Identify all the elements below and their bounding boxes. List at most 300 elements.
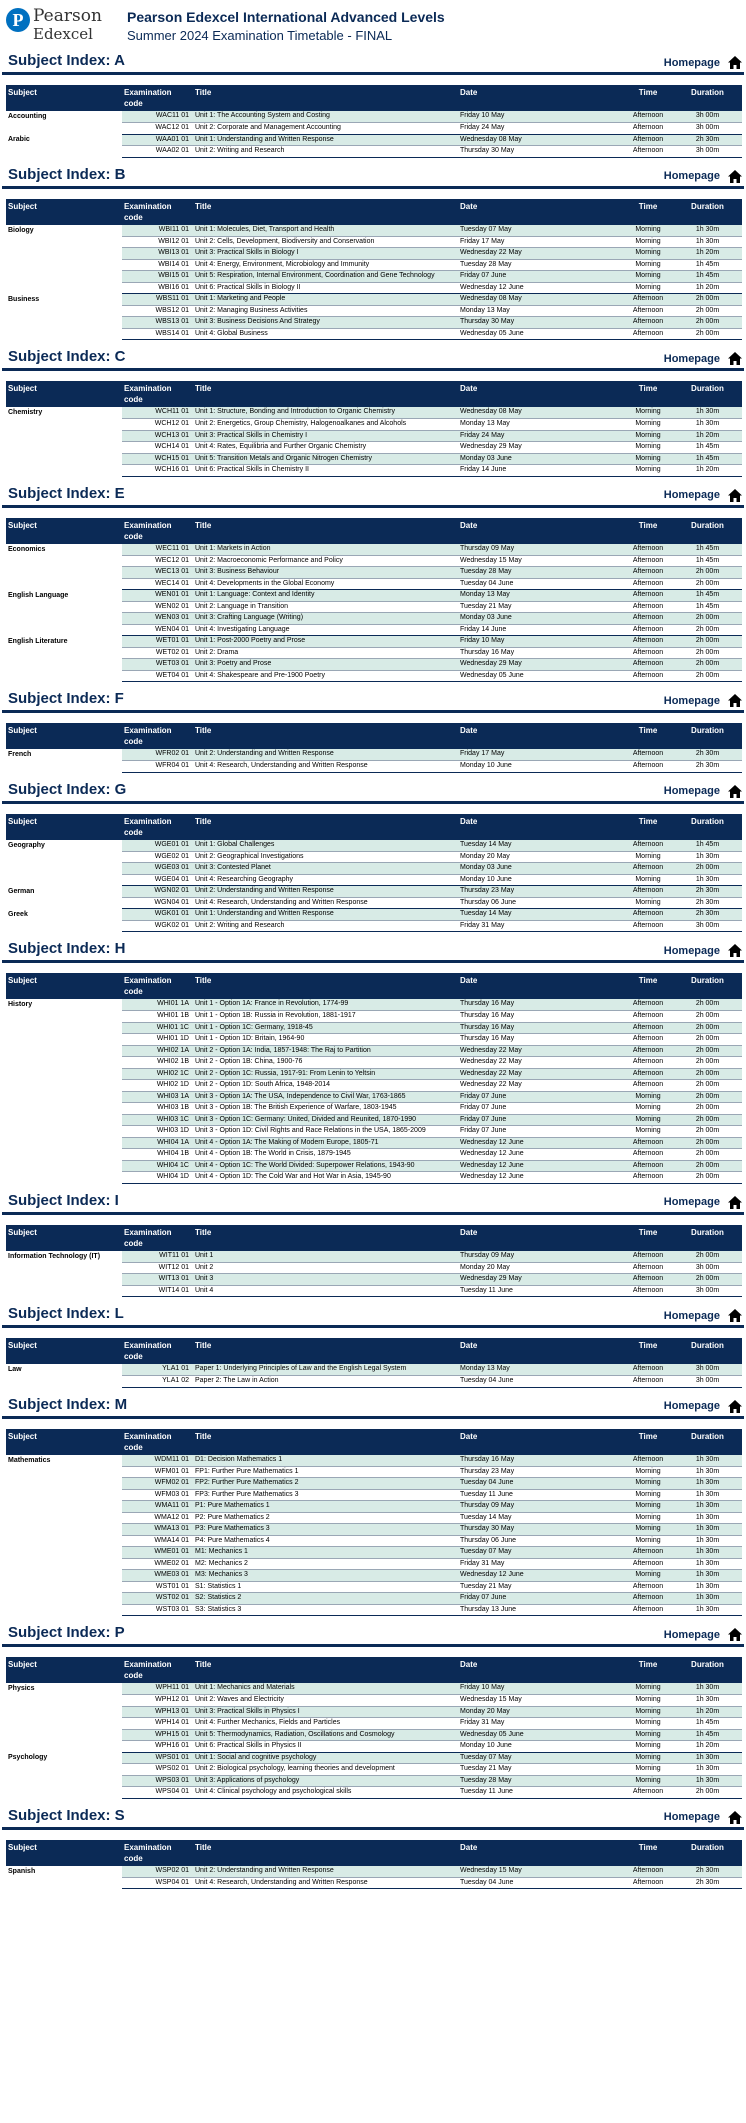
unit-title: Unit 3: Practical Skills in Chemistry I: [193, 430, 458, 442]
exam-time: Afternoon: [623, 1274, 673, 1286]
exam-code: WMA12 01: [122, 1512, 193, 1524]
column-header: Subject: [6, 199, 122, 225]
unit-title: Unit 2: Geographical Investigations: [193, 851, 458, 863]
exam-date: Friday 17 May: [458, 749, 623, 761]
unit-title: Unit 4: [193, 1285, 458, 1297]
table-row: [6, 1455, 742, 1467]
exam-duration: 2h 00m: [673, 1274, 742, 1286]
exam-code: WCH16 01: [122, 465, 193, 477]
column-header: Title: [193, 1338, 458, 1364]
column-header: Time: [623, 723, 673, 749]
homepage-link[interactable]: [664, 1309, 742, 1322]
subject-index-section: [0, 1304, 746, 1388]
exam-time: Afternoon: [623, 578, 673, 590]
column-header: Examination code: [122, 1225, 193, 1251]
unit-title: Unit 1: [193, 1251, 458, 1263]
unit-title: Unit 5: Thermodynamics, Radiation, Oscillations and Cosmology: [193, 1729, 458, 1741]
exam-time: Afternoon: [623, 1022, 673, 1034]
column-header: Examination code: [122, 1429, 193, 1455]
exam-time: Afternoon: [623, 886, 673, 898]
exam-date: Wednesday 22 May: [458, 1057, 623, 1069]
exam-duration: 2h 30m: [673, 749, 742, 761]
subject-index-section: [0, 347, 746, 477]
exam-duration: 2h 00m: [673, 1160, 742, 1172]
exam-code: WFR02 01: [122, 749, 193, 761]
subject-index-section: [0, 689, 746, 773]
exam-time: Morning: [623, 1091, 673, 1103]
exam-time: Afternoon: [623, 659, 673, 671]
document-title: Pearson Edexcel International Advanced Levels: [127, 9, 445, 25]
exam-code: WBI16 01: [122, 282, 193, 294]
exam-time: Morning: [623, 442, 673, 454]
exam-code: WBI14 01: [122, 259, 193, 271]
exam-date: Thursday 16 May: [458, 999, 623, 1011]
unit-title: Unit 3 - Option 1A: The USA, Independence to Civil War, 1763-1865: [193, 1091, 458, 1103]
column-header: Subject: [6, 723, 122, 749]
section-rule: [2, 1827, 744, 1830]
exam-time: Morning: [623, 1695, 673, 1707]
subject-index-section: [0, 165, 746, 341]
subject-name: Physics: [6, 1683, 122, 1752]
exam-code: WEN02 01: [122, 601, 193, 613]
document-subtitle: Summer 2024 Examination Timetable - FINAL: [127, 28, 393, 43]
table-row: [6, 1752, 742, 1764]
unit-title: Unit 4 - Option 1D: The Cold War and Hot War in Asia, 1945-90: [193, 1172, 458, 1184]
unit-title: Unit 4 - Option 1A: The Making of Modern Europe, 1805-71: [193, 1137, 458, 1149]
section-title: Subject Index: B: [8, 165, 126, 183]
exam-date: Tuesday 21 May: [458, 1581, 623, 1593]
exam-code: WPH13 01: [122, 1706, 193, 1718]
unit-title: Unit 4: Further Mechanics, Fields and Particles: [193, 1718, 458, 1730]
unit-title: Unit 2 - Option 1B: China, 1900-76: [193, 1057, 458, 1069]
exam-code: WHI04 1C: [122, 1160, 193, 1172]
table-row: [6, 749, 742, 761]
exam-code: WGE02 01: [122, 851, 193, 863]
exam-time: Afternoon: [623, 1376, 673, 1388]
exam-code: WAA02 01: [122, 146, 193, 158]
exam-code: WBS14 01: [122, 328, 193, 340]
exam-code: WPH14 01: [122, 1718, 193, 1730]
exam-date: Friday 10 May: [458, 1683, 623, 1695]
homepage-link[interactable]: [664, 944, 742, 957]
exam-code: WEN01 01: [122, 590, 193, 602]
exam-date: Monday 20 May: [458, 1706, 623, 1718]
exam-code: WBS12 01: [122, 305, 193, 317]
subject-index-section: [0, 1623, 746, 1799]
exam-time: Morning: [623, 1501, 673, 1513]
exam-time: Afternoon: [623, 1547, 673, 1559]
exam-duration: 3h 00m: [673, 1376, 742, 1388]
exam-code: WGK02 01: [122, 920, 193, 932]
unit-title: Unit 6: Practical Skills in Chemistry II: [193, 465, 458, 477]
exam-code: WHI01 1B: [122, 1011, 193, 1023]
homepage-link[interactable]: [664, 785, 742, 798]
exam-time: Morning: [623, 407, 673, 419]
exam-duration: 2h 00m: [673, 317, 742, 329]
exam-duration: 1h 30m: [673, 1604, 742, 1616]
column-header: Duration: [673, 518, 742, 544]
home-icon: [728, 1196, 742, 1209]
unit-title: S3: Statistics 3: [193, 1604, 458, 1616]
exam-code: WBS11 01: [122, 294, 193, 306]
exam-duration: 1h 30m: [673, 1466, 742, 1478]
exam-code: WCH12 01: [122, 419, 193, 431]
unit-title: FP2: Further Pure Mathematics 2: [193, 1478, 458, 1490]
homepage-label[interactable]: Homepage: [663, 352, 720, 365]
column-header: Duration: [673, 1429, 742, 1455]
exam-time: Morning: [623, 1478, 673, 1490]
column-header: Title: [193, 85, 458, 111]
unit-title: M3: Mechanics 3: [193, 1570, 458, 1582]
column-header: Time: [623, 381, 673, 407]
subject-index-section: [0, 484, 746, 683]
column-header: Time: [623, 518, 673, 544]
homepage-label[interactable]: Homepage: [663, 1309, 720, 1322]
column-header: Examination code: [122, 1840, 193, 1866]
exam-code: WHI03 1D: [122, 1126, 193, 1138]
column-header: Date: [458, 199, 623, 225]
unit-title: Unit 3: Business Behaviour: [193, 567, 458, 579]
homepage-link[interactable]: [664, 1811, 742, 1824]
exam-duration: 1h 30m: [673, 1489, 742, 1501]
exam-code: WFM01 01: [122, 1466, 193, 1478]
exam-date: Friday 17 May: [458, 236, 623, 248]
exam-code: WME02 01: [122, 1558, 193, 1570]
exam-time: Afternoon: [623, 567, 673, 579]
exam-code: WPS04 01: [122, 1787, 193, 1799]
column-header: Time: [623, 973, 673, 999]
section-rule: [2, 801, 744, 804]
exam-code: WHI01 1A: [122, 999, 193, 1011]
subject-name: Accounting: [6, 111, 122, 134]
exam-time: Afternoon: [623, 647, 673, 659]
column-header: Examination code: [122, 1657, 193, 1683]
home-icon: [728, 1309, 742, 1322]
exam-time: Afternoon: [623, 1581, 673, 1593]
page-header: [0, 0, 746, 49]
exam-duration: 1h 30m: [673, 1501, 742, 1513]
table-row: [6, 590, 742, 602]
homepage-link[interactable]: [664, 1400, 742, 1413]
exam-time: Morning: [623, 1126, 673, 1138]
exam-code: WHI03 1B: [122, 1103, 193, 1115]
exam-duration: 2h 00m: [673, 294, 742, 306]
exam-date: Tuesday 11 June: [458, 1285, 623, 1297]
exam-duration: 2h 00m: [673, 305, 742, 317]
subject-name: Psychology: [6, 1752, 122, 1798]
exam-date: Tuesday 28 May: [458, 1775, 623, 1787]
unit-title: Unit 4: Energy, Environment, Microbiology and Immunity: [193, 259, 458, 271]
exam-date: Wednesday 29 May: [458, 1274, 623, 1286]
homepage-label[interactable]: Homepage: [663, 785, 720, 797]
section-rule: [2, 368, 744, 371]
exam-duration: 2h 00m: [673, 1137, 742, 1149]
column-header: Time: [623, 199, 673, 225]
exam-time: Morning: [623, 282, 673, 294]
exam-date: Tuesday 28 May: [458, 567, 623, 579]
exam-duration: 1h 30m: [673, 851, 742, 863]
exam-date: Wednesday 12 June: [458, 1172, 623, 1184]
exam-duration: 1h 30m: [673, 1547, 742, 1559]
column-header: Date: [458, 85, 623, 111]
exam-code: WBS13 01: [122, 317, 193, 329]
exam-code: WHI02 1A: [122, 1045, 193, 1057]
exam-date: Tuesday 28 May: [458, 259, 623, 271]
exam-code: WMA13 01: [122, 1524, 193, 1536]
exam-time: Afternoon: [623, 111, 673, 123]
exam-duration: 2h 00m: [673, 647, 742, 659]
exam-date: Thursday 16 May: [458, 647, 623, 659]
homepage-label[interactable]: Homepage: [663, 1811, 720, 1823]
exam-duration: 2h 00m: [673, 1251, 742, 1263]
homepage-link[interactable]: [664, 170, 742, 183]
exam-time: Afternoon: [623, 317, 673, 329]
exam-code: WPH15 01: [122, 1729, 193, 1741]
exam-code: WEC13 01: [122, 567, 193, 579]
unit-title: Unit 2: Understanding and Written Response: [193, 1866, 458, 1878]
exam-time: Afternoon: [623, 601, 673, 613]
timetable-sections: [0, 51, 746, 1889]
exam-time: Afternoon: [623, 1604, 673, 1616]
unit-title: Unit 3: Practical Skills in Biology I: [193, 248, 458, 260]
exam-time: Afternoon: [623, 909, 673, 921]
exam-date: Wednesday 15 May: [458, 1866, 623, 1878]
exam-date: Monday 03 June: [458, 613, 623, 625]
column-header: Subject: [6, 518, 122, 544]
column-header: Date: [458, 1840, 623, 1866]
exam-duration: 2h 00m: [673, 863, 742, 875]
homepage-link[interactable]: [664, 1196, 742, 1209]
unit-title: Unit 2: Drama: [193, 647, 458, 659]
homepage-label[interactable]: Homepage: [663, 489, 720, 501]
exam-duration: 1h 30m: [673, 1593, 742, 1605]
homepage-link[interactable]: [664, 56, 742, 69]
unit-title: Unit 1 - Option 1D: Britain, 1964-90: [193, 1034, 458, 1046]
section-title: Subject Index: S: [8, 1806, 125, 1824]
exam-date: Friday 14 June: [458, 624, 623, 636]
column-header: Title: [193, 1657, 458, 1683]
exam-duration: 2h 00m: [673, 1787, 742, 1799]
exam-table: [6, 1840, 742, 1890]
unit-title: Unit 2: Corporate and Management Accounting: [193, 123, 458, 135]
unit-title: Unit 6: Practical Skills in Biology II: [193, 282, 458, 294]
exam-duration: 1h 45m: [673, 453, 742, 465]
exam-date: Friday 10 May: [458, 636, 623, 648]
exam-table: [6, 1225, 742, 1298]
exam-duration: 1h 30m: [673, 1764, 742, 1776]
subject-name: German: [6, 886, 122, 909]
section-rule: [2, 1212, 744, 1215]
exam-date: Friday 31 May: [458, 920, 623, 932]
unit-title: Unit 2: Macroeconomic Performance and Policy: [193, 555, 458, 567]
unit-title: P4: Pure Mathematics 4: [193, 1535, 458, 1547]
homepage-link[interactable]: [664, 352, 742, 365]
exam-table: [6, 381, 742, 477]
exam-duration: 2h 00m: [673, 1172, 742, 1184]
column-header: Title: [193, 1840, 458, 1866]
unit-title: Unit 3 - Option 1B: The British Experience of Warfare, 1803-1945: [193, 1103, 458, 1115]
pearson-logo-icon: P: [6, 8, 30, 32]
section-title: Subject Index: F: [8, 690, 124, 707]
unit-title: M1: Mechanics 1: [193, 1547, 458, 1559]
exam-duration: 2h 00m: [673, 578, 742, 590]
exam-code: WBI12 01: [122, 236, 193, 248]
exam-time: Morning: [623, 1524, 673, 1536]
homepage-label[interactable]: Homepage: [663, 56, 720, 69]
exam-time: Morning: [623, 1764, 673, 1776]
exam-duration: 2h 30m: [673, 761, 742, 773]
exam-date: Friday 31 May: [458, 1718, 623, 1730]
exam-code: WMA11 01: [122, 1501, 193, 1513]
column-header: Duration: [673, 1840, 742, 1866]
table-row: [6, 886, 742, 898]
exam-time: Afternoon: [623, 1877, 673, 1889]
exam-time: Afternoon: [623, 1034, 673, 1046]
exam-code: WFM02 01: [122, 1478, 193, 1490]
column-header: Subject: [6, 85, 122, 111]
unit-title: Unit 1: Molecules, Diet, Transport and Health: [193, 225, 458, 237]
exam-code: WHI02 1D: [122, 1080, 193, 1092]
homepage-label[interactable]: Homepage: [663, 1628, 720, 1641]
exam-time: Morning: [623, 1535, 673, 1547]
table-row: [6, 544, 742, 556]
exam-code: WHI03 1C: [122, 1114, 193, 1126]
section-rule: [2, 186, 744, 189]
exam-duration: 1h 30m: [673, 1775, 742, 1787]
exam-date: Friday 07 June: [458, 271, 623, 283]
exam-time: Morning: [623, 1114, 673, 1126]
exam-code: WHI04 1B: [122, 1149, 193, 1161]
unit-title: Unit 4: Clinical psychology and psychological skills: [193, 1787, 458, 1799]
exam-code: WGK01 01: [122, 909, 193, 921]
exam-duration: 1h 45m: [673, 442, 742, 454]
subject-name: English Literature: [6, 636, 122, 682]
exam-code: WCH13 01: [122, 430, 193, 442]
exam-time: Afternoon: [623, 624, 673, 636]
exam-duration: 3h 00m: [673, 111, 742, 123]
column-header: Date: [458, 1338, 623, 1364]
column-header: Examination code: [122, 1338, 193, 1364]
column-header: Title: [193, 381, 458, 407]
section-title: Subject Index: L: [8, 1305, 124, 1322]
unit-title: D1: Decision Mathematics 1: [193, 1455, 458, 1467]
exam-code: WBI11 01: [122, 225, 193, 237]
exam-time: Morning: [623, 1570, 673, 1582]
exam-date: Thursday 16 May: [458, 1034, 623, 1046]
exam-duration: 2h 30m: [673, 1877, 742, 1889]
unit-title: Unit 2: Energetics, Group Chemistry, Halogenoalkanes and Alcohols: [193, 419, 458, 431]
exam-code: WIT14 01: [122, 1285, 193, 1297]
homepage-link[interactable]: [664, 694, 742, 707]
exam-date: Friday 31 May: [458, 1558, 623, 1570]
exam-date: Tuesday 14 May: [458, 1512, 623, 1524]
unit-title: Unit 1: Global Challenges: [193, 840, 458, 852]
unit-title: Unit 2: Waves and Electricity: [193, 1695, 458, 1707]
exam-code: WIT13 01: [122, 1274, 193, 1286]
column-header: Subject: [6, 1840, 122, 1866]
exam-code: WCH14 01: [122, 442, 193, 454]
exam-date: Thursday 06 June: [458, 1535, 623, 1547]
exam-time: Afternoon: [623, 1593, 673, 1605]
exam-time: Morning: [623, 225, 673, 237]
exam-time: Afternoon: [623, 1045, 673, 1057]
exam-time: Afternoon: [623, 294, 673, 306]
unit-title: Unit 2: Understanding and Written Response: [193, 886, 458, 898]
exam-code: WAC11 01: [122, 111, 193, 123]
exam-date: Wednesday 08 May: [458, 407, 623, 419]
subject-name: Economics: [6, 544, 122, 590]
homepage-label[interactable]: Homepage: [663, 1196, 720, 1208]
home-icon: [728, 170, 742, 183]
exam-code: WET02 01: [122, 647, 193, 659]
section-title: Subject Index: I: [8, 1191, 119, 1209]
exam-time: Afternoon: [623, 1172, 673, 1184]
exam-duration: 1h 45m: [673, 590, 742, 602]
exam-duration: 2h 00m: [673, 1034, 742, 1046]
exam-time: Afternoon: [623, 1455, 673, 1467]
exam-date: Tuesday 04 June: [458, 1877, 623, 1889]
column-header: Time: [623, 1657, 673, 1683]
exam-time: Afternoon: [623, 305, 673, 317]
homepage-label[interactable]: Homepage: [663, 944, 720, 957]
section-title: Subject Index: P: [8, 1624, 125, 1641]
homepage-link[interactable]: [664, 489, 742, 502]
unit-title: Unit 1: Structure, Bonding and Introduction to Organic Chemistry: [193, 407, 458, 419]
subject-index-section: [0, 780, 746, 933]
homepage-label[interactable]: Homepage: [663, 1400, 720, 1412]
column-header: Time: [623, 1225, 673, 1251]
unit-title: Unit 5: Respiration, Internal Environment, Coordination and Gene Technology: [193, 271, 458, 283]
exam-code: WBI15 01: [122, 271, 193, 283]
exam-code: WPS02 01: [122, 1764, 193, 1776]
exam-table: [6, 518, 742, 683]
exam-duration: 2h 00m: [673, 670, 742, 682]
section-rule: [2, 710, 744, 713]
exam-date: Thursday 16 May: [458, 1455, 623, 1467]
homepage-label[interactable]: Homepage: [663, 170, 720, 182]
section-rule: [2, 72, 744, 75]
homepage-label[interactable]: Homepage: [663, 694, 720, 707]
column-header: Examination code: [122, 199, 193, 225]
unit-title: Unit 6: Practical Skills in Physics II: [193, 1741, 458, 1753]
exam-code: WHI04 1D: [122, 1172, 193, 1184]
homepage-link[interactable]: [664, 1628, 742, 1641]
subject-name: Law: [6, 1364, 122, 1387]
exam-time: Afternoon: [623, 920, 673, 932]
exam-code: WEC12 01: [122, 555, 193, 567]
exam-time: Afternoon: [623, 749, 673, 761]
exam-date: Wednesday 22 May: [458, 1068, 623, 1080]
exam-code: WGE04 01: [122, 874, 193, 886]
exam-date: Thursday 09 May: [458, 1501, 623, 1513]
exam-date: Friday 24 May: [458, 123, 623, 135]
unit-title: Unit 4: Global Business: [193, 328, 458, 340]
exam-code: WGE01 01: [122, 840, 193, 852]
exam-date: Wednesday 22 May: [458, 248, 623, 260]
exam-code: WET01 01: [122, 636, 193, 648]
exam-duration: 1h 45m: [673, 840, 742, 852]
table-row: [6, 111, 742, 123]
exam-time: Afternoon: [623, 999, 673, 1011]
unit-title: Unit 2 - Option 1A: India, 1857-1948: The Raj to Partition: [193, 1045, 458, 1057]
exam-duration: 2h 30m: [673, 886, 742, 898]
table-row: [6, 225, 742, 237]
unit-title: Unit 2: Cells, Development, Biodiversity and Conservation: [193, 236, 458, 248]
table-row: [6, 294, 742, 306]
exam-date: Tuesday 11 June: [458, 1787, 623, 1799]
exam-time: Morning: [623, 1752, 673, 1764]
column-header: Subject: [6, 1338, 122, 1364]
